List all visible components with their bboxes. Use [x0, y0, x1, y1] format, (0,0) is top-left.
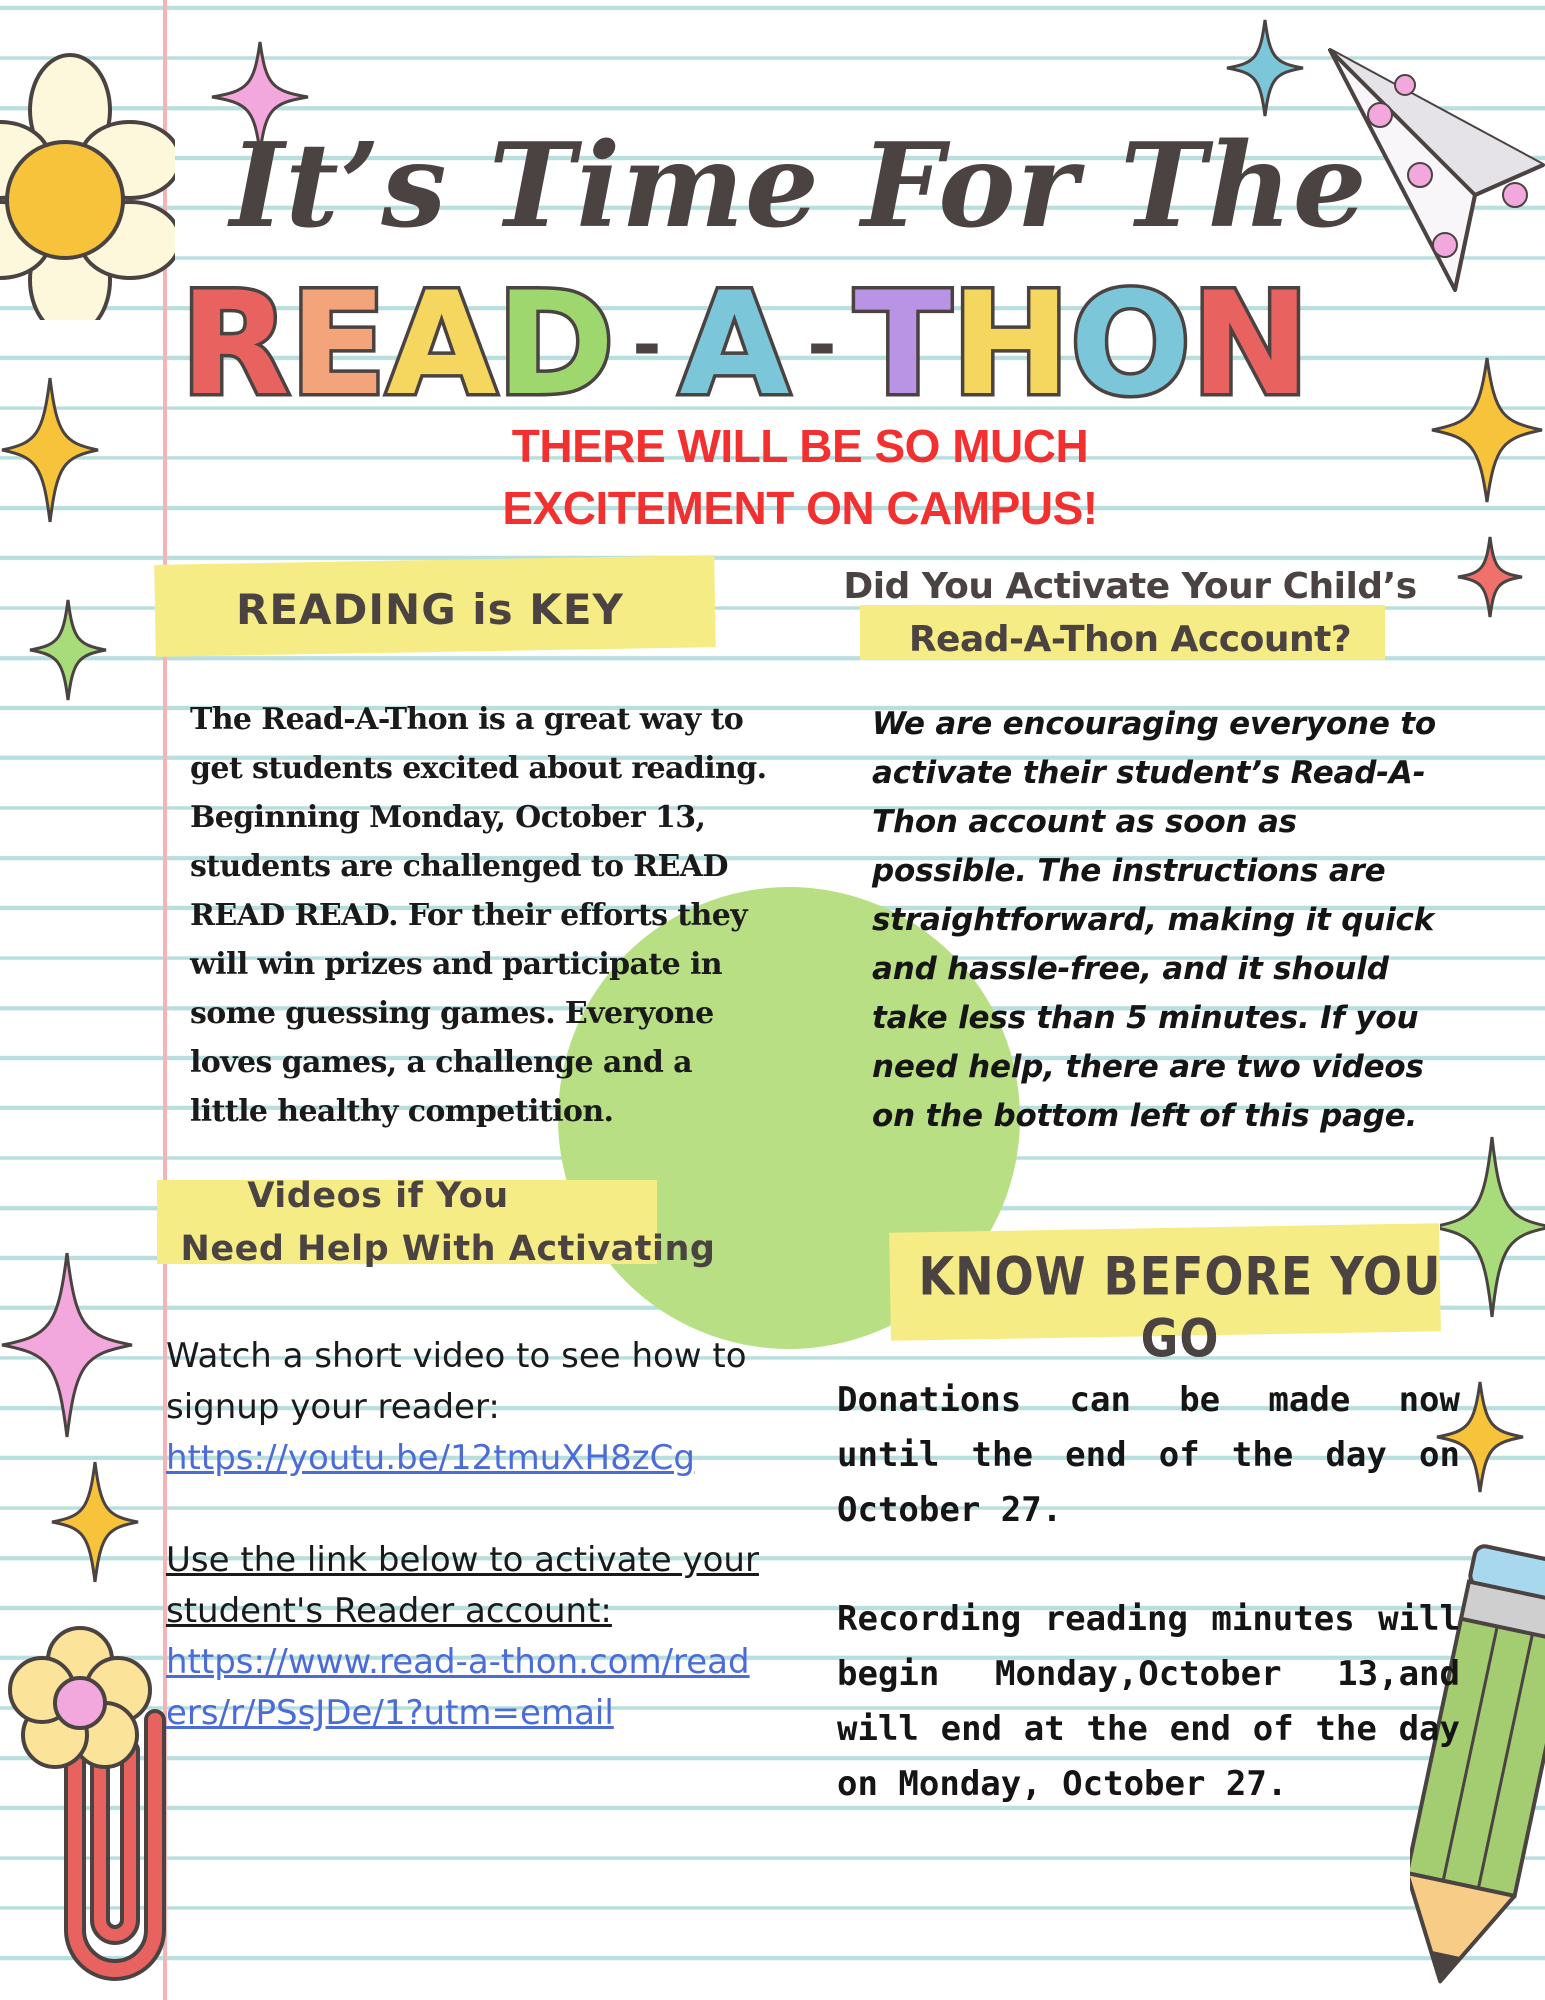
title-dash: - [632, 304, 662, 386]
sparkle-icon [1225, 18, 1305, 118]
activate-account-link[interactable]: https://www.read-a-thon.com/readers/r/PSsJDe/1?utm=email [166, 1642, 750, 1733]
videos-section [166, 1331, 766, 1739]
flower-icon [0, 50, 175, 320]
title-letter: D [496, 262, 615, 427]
sparkle-icon [50, 1460, 140, 1585]
sparkle-icon [1430, 355, 1545, 505]
recording-text: Recording reading minutes will begin Monday,October 13,and will end at the end of the day on Monday, October 27. [837, 1599, 1460, 1804]
sparkle-icon [0, 375, 100, 525]
activate-body: We are encouraging everyone to activate their student’s Read-A-Thon account as soon as possible. The instructions are straightforward, making it quick and hassle-free, and it should take less than 5 minutes. If you need help, there are two videos on the bottom left of this page. [872, 706, 1437, 1134]
title-letter: A [386, 262, 497, 427]
sparkle-icon [1440, 1135, 1545, 1320]
title-dash: - [807, 304, 837, 386]
title-letter: R [180, 262, 290, 427]
activate-heading-line-2: Read-A-Thon Account? [908, 619, 1352, 660]
activate-heading-line-1: Did You Activate Your Child’s [843, 566, 1417, 607]
spacer [166, 1484, 766, 1535]
title-letter: H [951, 262, 1071, 427]
sparkle-icon [0, 1250, 135, 1440]
watch-text: Watch a short video to see how to signup your reader: [166, 1336, 747, 1427]
videos-heading-line-1: Videos if You [247, 1176, 509, 1216]
sparkle-icon [1455, 535, 1525, 620]
page-title: It’s Time For The [230, 118, 1368, 254]
title-letter: O [1070, 262, 1191, 427]
title-letter: E [289, 262, 387, 427]
know-before-heading: KNOW BEFORE YOU GO [918, 1244, 1442, 1370]
read-a-thon-title [180, 262, 1310, 427]
activate-heading [820, 560, 1440, 666]
activate-text: Use the link below to activate your student's Reader account: [166, 1540, 759, 1631]
title-letter: T [854, 262, 952, 427]
title-letter: A [679, 262, 790, 427]
videos-heading-line-2: Need Help With Activating [180, 1229, 716, 1269]
subtitle-line-2: EXCITEMENT ON CAMPUS! [502, 482, 1098, 534]
title-letter: N [1190, 262, 1310, 427]
subtitle [390, 415, 1210, 539]
donations-text: Donations can be made now until the end of the day on October 27. [837, 1380, 1460, 1530]
sparkle-icon [28, 598, 108, 703]
reading-body: The Read-A-Thon is a great way to get students excited about reading. Beginning Monday, October 13, students are challenged to READ READ READ. For their efforts they will win prizes and participate in some guessing games. Everyone loves games, a challenge and a little healthy competition. [190, 702, 767, 1129]
watch-video-link[interactable]: https://youtu.be/12tmuXH8zCg [166, 1438, 695, 1478]
videos-heading [168, 1170, 728, 1276]
reading-heading: READING is KEY [236, 585, 624, 634]
subtitle-line-1: THERE WILL BE SO MUCH [511, 420, 1089, 472]
flower-icon [5, 1625, 155, 1775]
